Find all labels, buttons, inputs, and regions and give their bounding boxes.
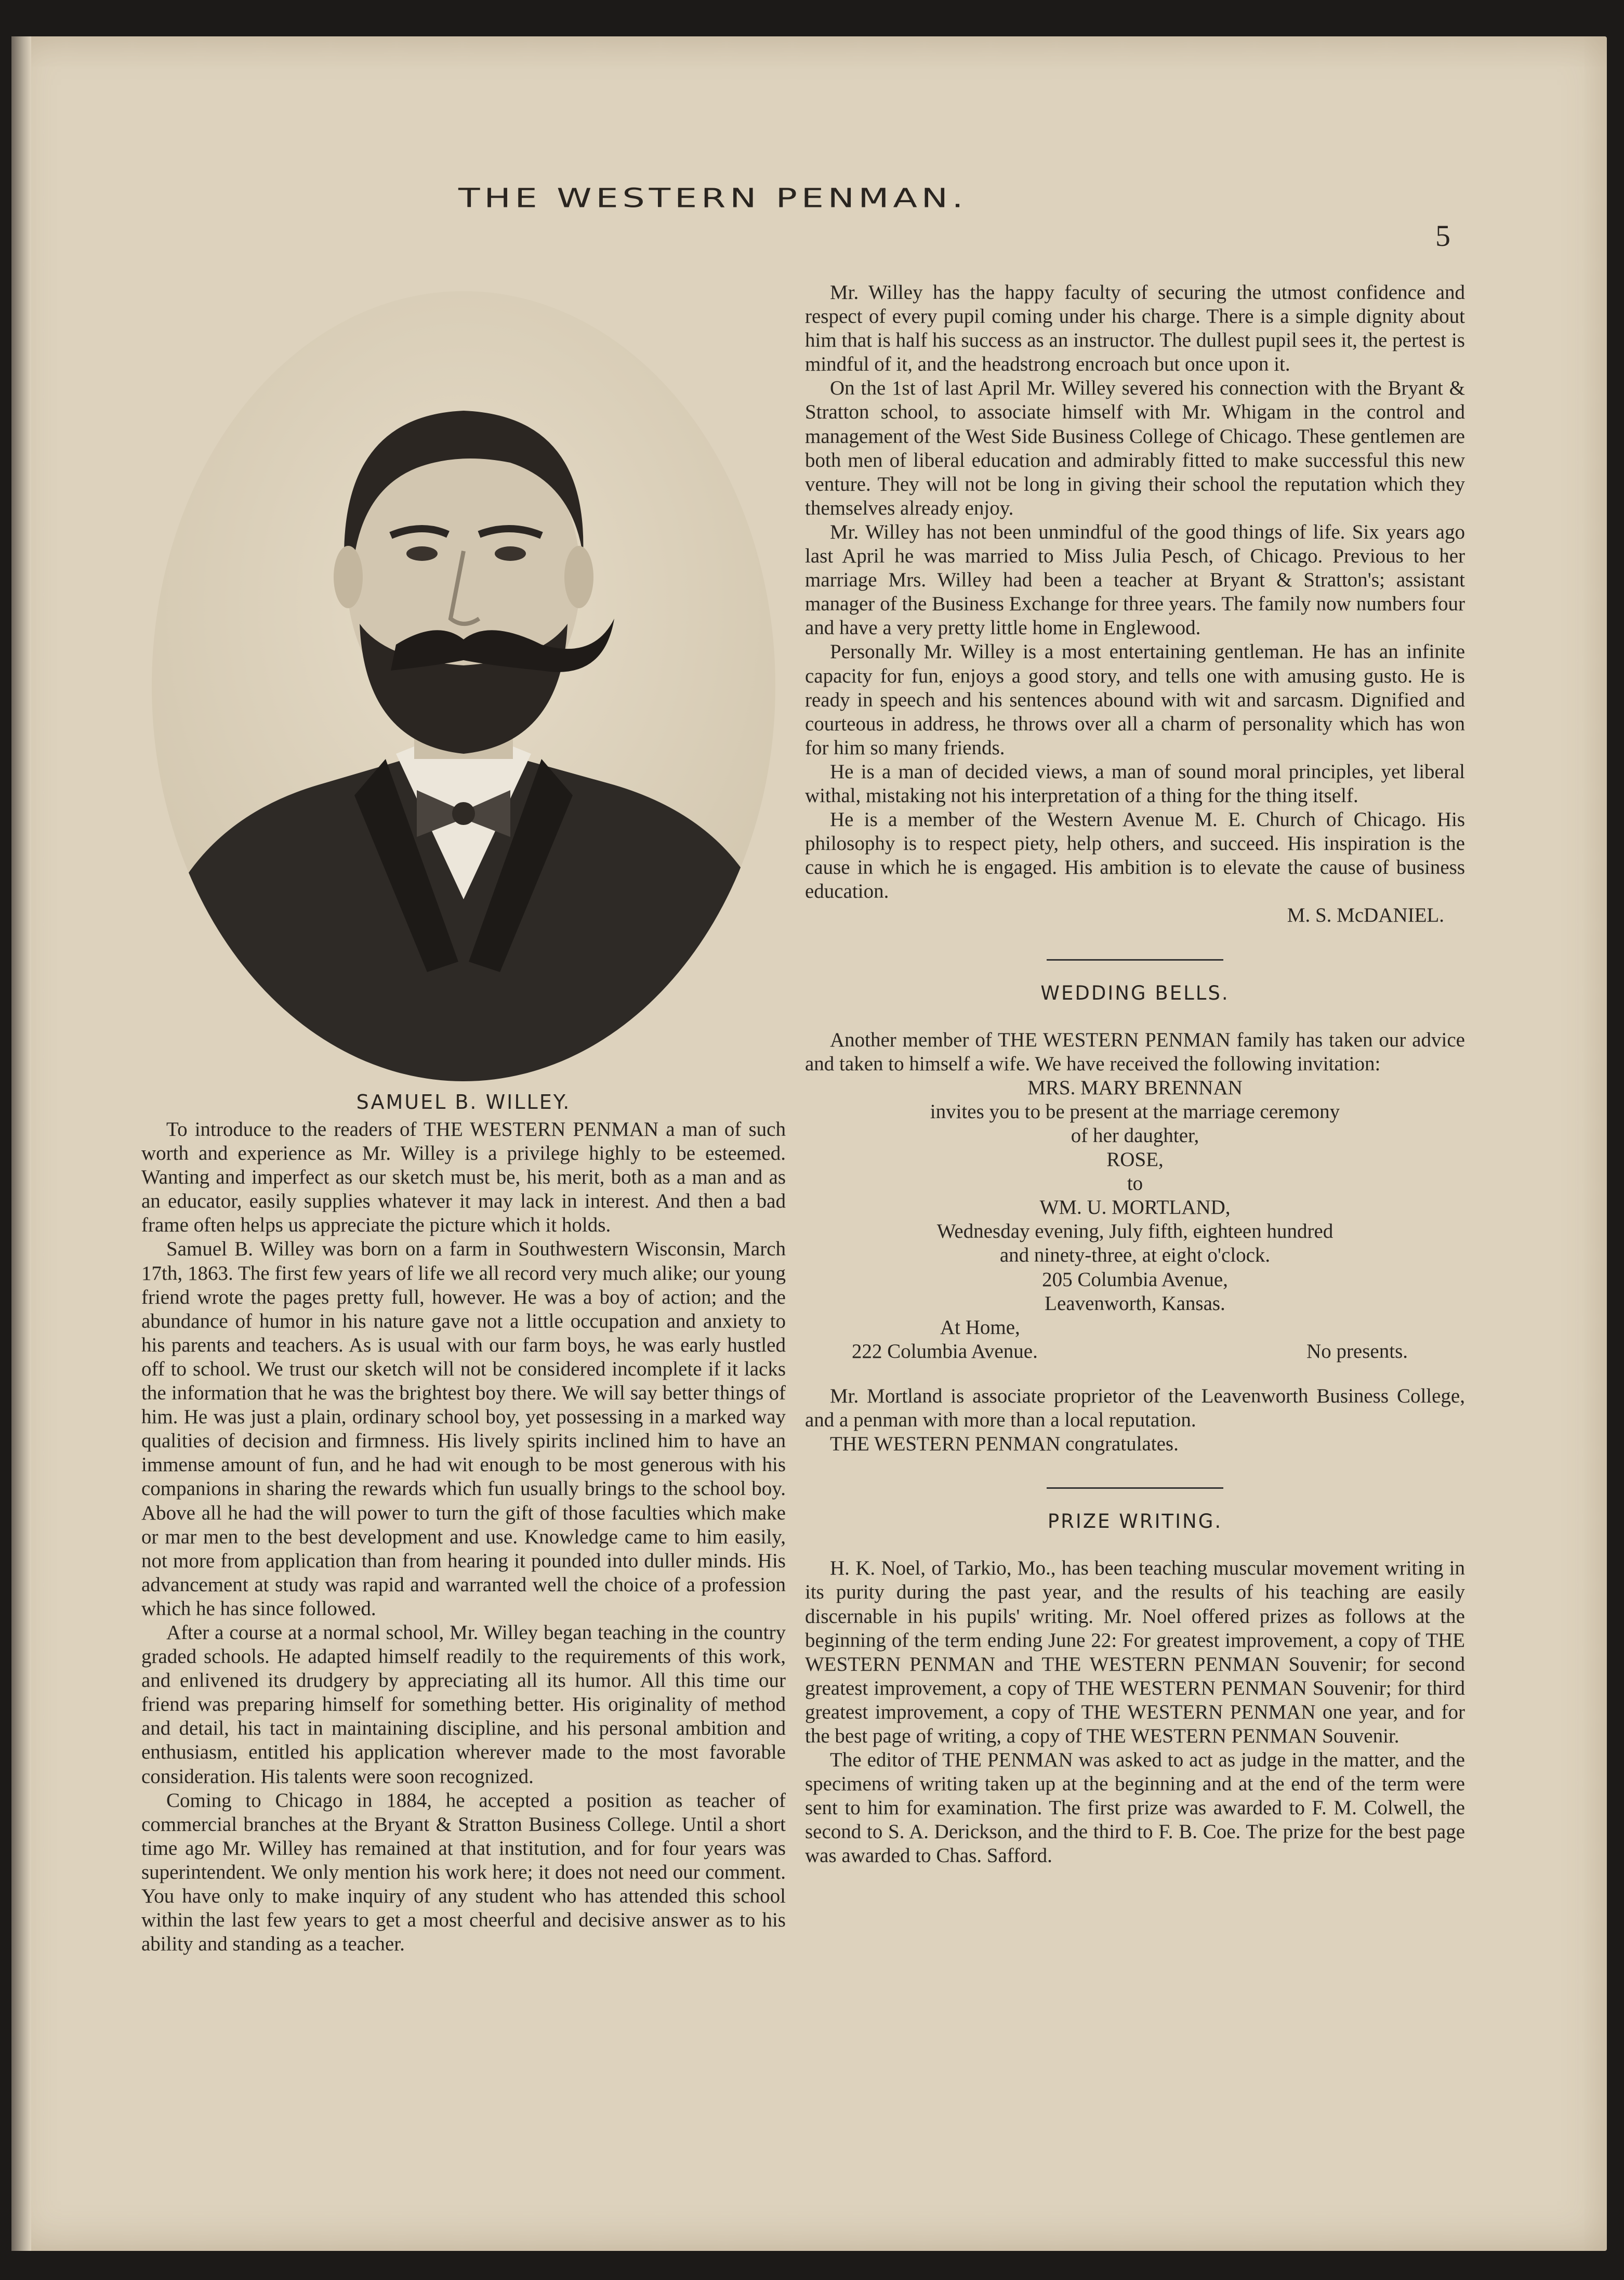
left-column [141, 1118, 786, 1956]
article-paragraph: THE WESTERN PENMAN congratulates. [830, 1433, 1179, 1456]
invite-line: of her daughter, [1071, 1124, 1199, 1147]
article-paragraph: To introduce to the readers of THE WESTERN PENMAN a man of such worth and experience as Mr. Willey is a privilege highly to be esteemed. Wanting and imperfect as our sketch must be, his merit, both as a man and as an educator, easily supplies whatever it may lack in interest. And then a bad frame often helps us appreciate the picture which it holds. [141, 1118, 786, 1237]
page-gutter [11, 36, 31, 2251]
article-paragraph: He is a member of the Western Avenue M. E. Church of Chicago. His philosophy is to respect piety, help others, and succeed. His inspiration is the cause in which he is engaged. His ambition is to elevate the cause of business education. [805, 808, 1465, 903]
wedding-bells-heading: WEDDING BELLS. [1040, 981, 1230, 1004]
invite-line: WM. U. MORTLAND, [1039, 1196, 1231, 1219]
article-paragraph: He is a man of decided views, a man of sound moral principles, yet liberal withal, mistaking not his interpretation of a thing for the thing itself. [805, 760, 1465, 807]
invite-line: MRS. MARY BRENNAN [1027, 1076, 1243, 1099]
invite-line: ROSE, [1106, 1148, 1164, 1171]
article-paragraph: Personally Mr. Willey is a most entertaining gentleman. He has an infinite capacity for fun, enjoys a good story, and tells one with amusing gusto. He is ready in speech and his sentences abound with wit and sarcasm. Dignified and courteous in address, he throws over all a charm of personality which has won for him so many friends. [805, 640, 1465, 759]
invite-at-home: At Home, [940, 1316, 1020, 1339]
section-divider [1047, 1487, 1223, 1489]
invite-address: 222 Columbia Avenue. [852, 1340, 1038, 1362]
article-paragraph: Mr. Mortland is associate proprietor of the Leavenworth Business College, and a penman with more than a local reputation. [805, 1384, 1465, 1432]
article-paragraph: The editor of THE PENMAN was asked to act as judge in the matter, and the specimens of writing taken up at the beginning and at the end of the term were sent to him for examination. The first prize was awarded to F. M. Colwell, the second to S. A. Derickson, and the third to F. B. Coe. The prize for the best page was awarded to Chas. Safford. [805, 1749, 1465, 1867]
invite-line: to [1127, 1172, 1143, 1195]
portrait-image [147, 286, 781, 1086]
portrait-caption: SAMUEL B. WILLEY. [356, 1091, 571, 1113]
invite-line: Leavenworth, Kansas. [1045, 1292, 1225, 1315]
invite-no-presents: No presents. [1306, 1340, 1408, 1362]
article-paragraph: Another member of THE WESTERN PENMAN family has taken our advice and taken to himself a wife. We have received the following invitation: [805, 1028, 1465, 1075]
author-signoff: M. S. McDANIEL. [1287, 904, 1444, 927]
wedding-invitation [805, 1076, 1465, 1364]
magazine-page [11, 36, 1607, 2251]
invite-line: Wednesday evening, July fifth, eighteen hundred [936, 1220, 1333, 1243]
invite-line: invites you to be present at the marriage ceremony [930, 1100, 1340, 1123]
invite-line: 205 Columbia Avenue, [1042, 1268, 1228, 1291]
article-paragraph: Mr. Willey has not been unmindful of the good things of life. Six years ago last April he was married to Miss Julia Pesch, of Chicago. Previous to her marriage Mrs. Willey had been a teacher at Bryant & Stratton's; assistant manager of the Business Exchange for three years. The family now numbers four and have a very pretty little home in Englewood. [805, 520, 1465, 639]
article-paragraph: H. K. Noel, of Tarkio, Mo., has been teaching muscular movement writing in its purity during the past year, and the results of his teaching are easily discernable in his pupils' writing. Mr. Noel offered prizes as follows at the beginning of the term ending June 22: For greatest improvement, a copy of THE WESTERN PENMAN and THE WESTERN PENMAN Souvenir; for second greatest improvement, a copy of THE WESTERN PENMAN Souvenir; for third greatest improvement, a copy of THE WESTERN PENMAN one year, and for the best page of writing, a copy of THE WESTERN PENMAN Souvenir. [805, 1557, 1465, 1747]
article-paragraph: After a course at a normal school, Mr. Willey began teaching in the country graded schools. He adapted himself readily to the requirements of this work, and enlivened its drudgery by appreciating all its humor. All this time our friend was preparing himself for something better. His originality of method and detail, his tact in maintaining discipline, and his personal ambition and enthusiasm, entitled his application wherever made to the most favorable consideration. His talents were soon recognized. [141, 1621, 786, 1788]
masthead: THE WESTERN PENMAN. [458, 183, 968, 214]
right-column [805, 281, 1465, 1868]
article-paragraph: Mr. Willey has the happy faculty of securing the utmost confidence and respect of every pupil coming under his charge. There is a simple dignity about him that is half his success as an instructor. The dullest pupil sees it, the pertest is mindful of it, and the headstrong encroach but once upon it. [805, 281, 1465, 376]
page-number: 5 [1435, 219, 1450, 253]
invite-line: and ninety-three, at eight o'clock. [999, 1244, 1271, 1267]
article-paragraph: On the 1st of last April Mr. Willey severed his connection with the Bryant & Stratton school, to associate himself with Mr. Whigam in the control and management of the West Side Business College of Chicago. These gentlemen are both men of liberal education and admirably fitted to make successful this new venture. They will not be long in giving their school the reputation which they themselves already enjoy. [805, 377, 1465, 519]
prize-writing-heading: PRIZE WRITING. [1047, 1510, 1223, 1533]
section-divider [1047, 959, 1223, 961]
article-paragraph: Coming to Chicago in 1884, he accepted a position as teacher of commercial branches at the Bryant & Stratton Business College. Until a short time ago Mr. Willey has remained at that institution, and for four years was superintendent. We only mention his work here; it does not need our comment. You have only to make inquiry of any student who has attended this school within the last few years to get a most cheerful and decisive answer as to his ability and standing as a teacher. [141, 1789, 786, 1956]
invite-address-row [805, 1340, 1465, 1364]
article-paragraph: Samuel B. Willey was born on a farm in Southwestern Wisconsin, March 17th, 1863. The first few years of life we all record very much alike; our young friend wrote the pages pretty full, however. He was a boy of action; and the abundance of humor in his nature gave not a little occupation and anxiety to his parents and teachers. As is usual with our farm boys, he was early hustled off to school. We trust our sketch will not be considered incomplete if it lacks the information that he was the brightest boy there. We will say better things of him. He was just a plain, ordinary school boy, yet possessing in a marked way qualities of decision and firmness. His lively spirits inclined him to have an immense amount of fun, and he had wit enough to be most generous with his companions in sharing the rewards which fun usually brings to the school boy. Above all he had the will power to turn the gift of those faculties which make or mar men to the best development and use. Knowledge came to him easily, not more from application than from hearing it pounded into duller minds. His advancement at study was rapid and warranted well the choice of a profession which he has since followed. [141, 1238, 786, 1620]
